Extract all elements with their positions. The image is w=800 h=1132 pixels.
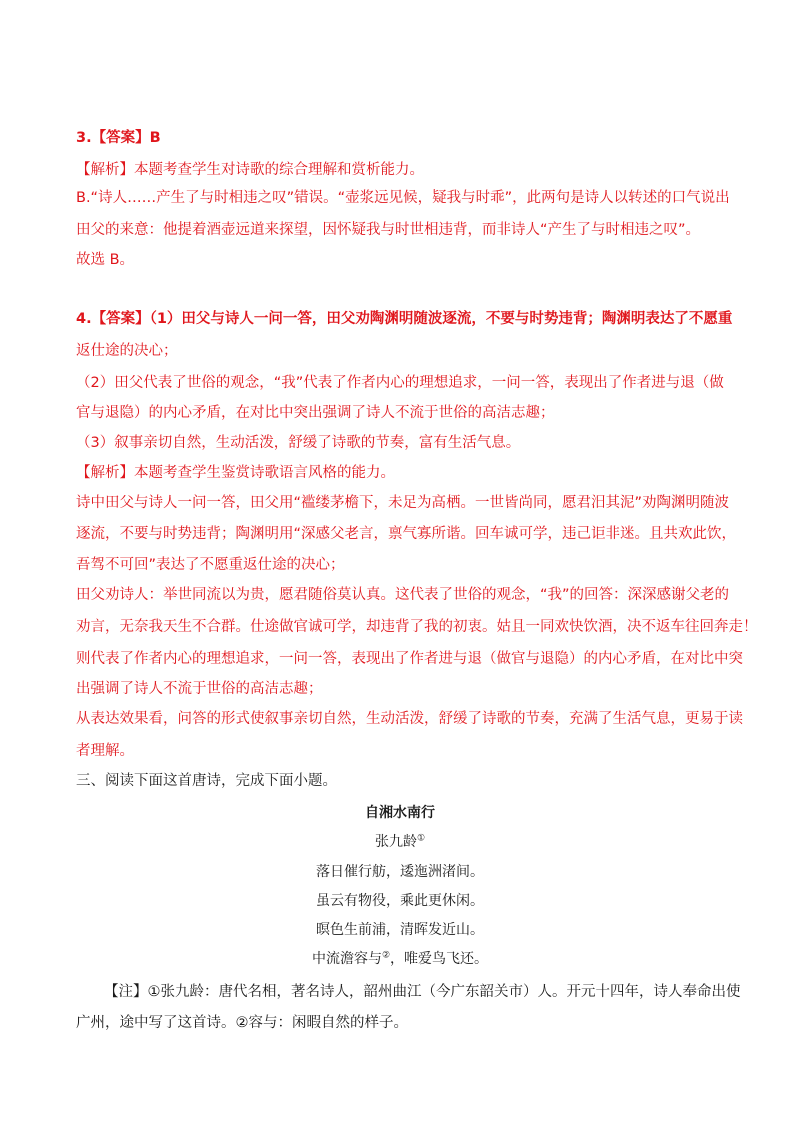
q4-analysis-p2-line3: 则代表了作者内心的理想追求，一问一答，表现出了作者进与退（做官与退隐）的内心矛盾，在对比中突 (76, 651, 743, 667)
q4-analysis-p1-line3: 吾驾不可回”表达了不愿重返仕途的决心； (76, 557, 345, 573)
section3-heading: 三、阅读下面这首唐诗，完成下面小题。 (76, 773, 337, 789)
q4-answer-line1: 4.【答案】（1）田父与诗人一问一答，田父劝陶渊明随波逐流，不要与时势违背；陶渊明表达了不愿重 (76, 311, 733, 327)
q3-answer: 3.【答案】B (76, 130, 161, 146)
q4-analysis-p3-line2: 者理解。 (76, 743, 134, 759)
q4-analysis-p3-line1: 从表达效果看，问答的形式使叙事亲切自然，生动活泼，舒缓了诗歌的节奏，充满了生活气息，更易于读 (76, 711, 743, 727)
poem-verse-3: 暝色生前浦，清晖发近山。 (316, 922, 484, 938)
poem-verse-4 (0, 949, 800, 969)
q4-answer2-line1: （2）田父代表了世俗的观念，“我”代表了作者内心的理想追求，一问一答，表现出了作者进与退（做 (76, 375, 724, 391)
q4-analysis-heading: 【解析】本题考查学生鉴赏诗歌语言风格的能力。 (76, 465, 395, 481)
poem-author-note-mark: ① (416, 833, 426, 844)
poem-notes-line1: 【注】①张九龄：唐代名相，著名诗人，韶州曲江（今广东韶关市）人。开元十四年，诗人奉命出使 (104, 984, 741, 1000)
poem-verse-4-part-b: ，唯爱鸟飞还。 (390, 951, 489, 967)
poem-author (0, 832, 800, 852)
poem-verse-2: 虽云有物役，乘此更休闲。 (316, 893, 484, 909)
poem-verse-4-note-mark: ② (381, 950, 391, 961)
poem-notes-line2: 广州，途中写了这首诗。②容与：闲暇自然的样子。 (76, 1015, 408, 1031)
q3-analysis-line1: B.“诗人……产生了与时相违之叹”错误。“壶浆远见候，疑我与时乖”，此两句是诗人以转述的口气说出 (76, 190, 730, 206)
q4-answer2-line2: 官与退隐）的内心矛盾，在对比中突出强调了诗人不流于世俗的高洁志趣； (76, 405, 555, 421)
poem-verse-1: 落日催行舫，逶迤洲渚间。 (316, 864, 484, 880)
q4-analysis-p2-line1: 田父劝诗人：举世同流以为贵，愿君随俗莫认真。这代表了世俗的观念，“我”的回答：深深感谢父老的 (76, 587, 730, 603)
q4-analysis-p2-line4: 出强调了诗人不流于世俗的高洁志趣； (76, 681, 323, 697)
q4-answer3: （3）叙事亲切自然，生动活泼，舒缓了诗歌的节奏，富有生活气息。 (76, 435, 521, 451)
q4-analysis-p1-line2: 逐流，不要与时势违背；陶渊明用“深感父老言，禀气寡所谐。回车诚可学，违己讵非迷。且共欢此饮， (76, 526, 737, 542)
q3-conclusion: 故选 B。 (76, 252, 135, 268)
poem-verse-4-part-a: 中流澹容与 (311, 951, 382, 967)
poem-author-name: 张九龄 (374, 834, 417, 850)
q4-analysis-p2-line2: 劝言，无奈我天生不合群。仕途做官诚可学，却违背了我的初衷。姑且一同欢快饮酒，决不返车往回奔走！ (76, 619, 758, 635)
q3-analysis-heading: 【解析】本题考查学生对诗歌的综合理解和赏析能力。 (76, 162, 424, 178)
q3-analysis-line2: 田父的来意：他提着酒壶远道来探望，因怀疑我与时世相违背，而非诗人“产生了与时相违之叹”。 (76, 222, 701, 238)
q4-answer-line2: 返仕途的决心； (76, 343, 178, 359)
poem-title: 自湘水南行 (365, 805, 435, 821)
q4-analysis-p1-line1: 诗中田父与诗人一问一答，田父用“褴缕茅檐下，未足为高栖。一世皆尚同，愿君汨其泥”劝陶渊明随波 (76, 495, 730, 511)
